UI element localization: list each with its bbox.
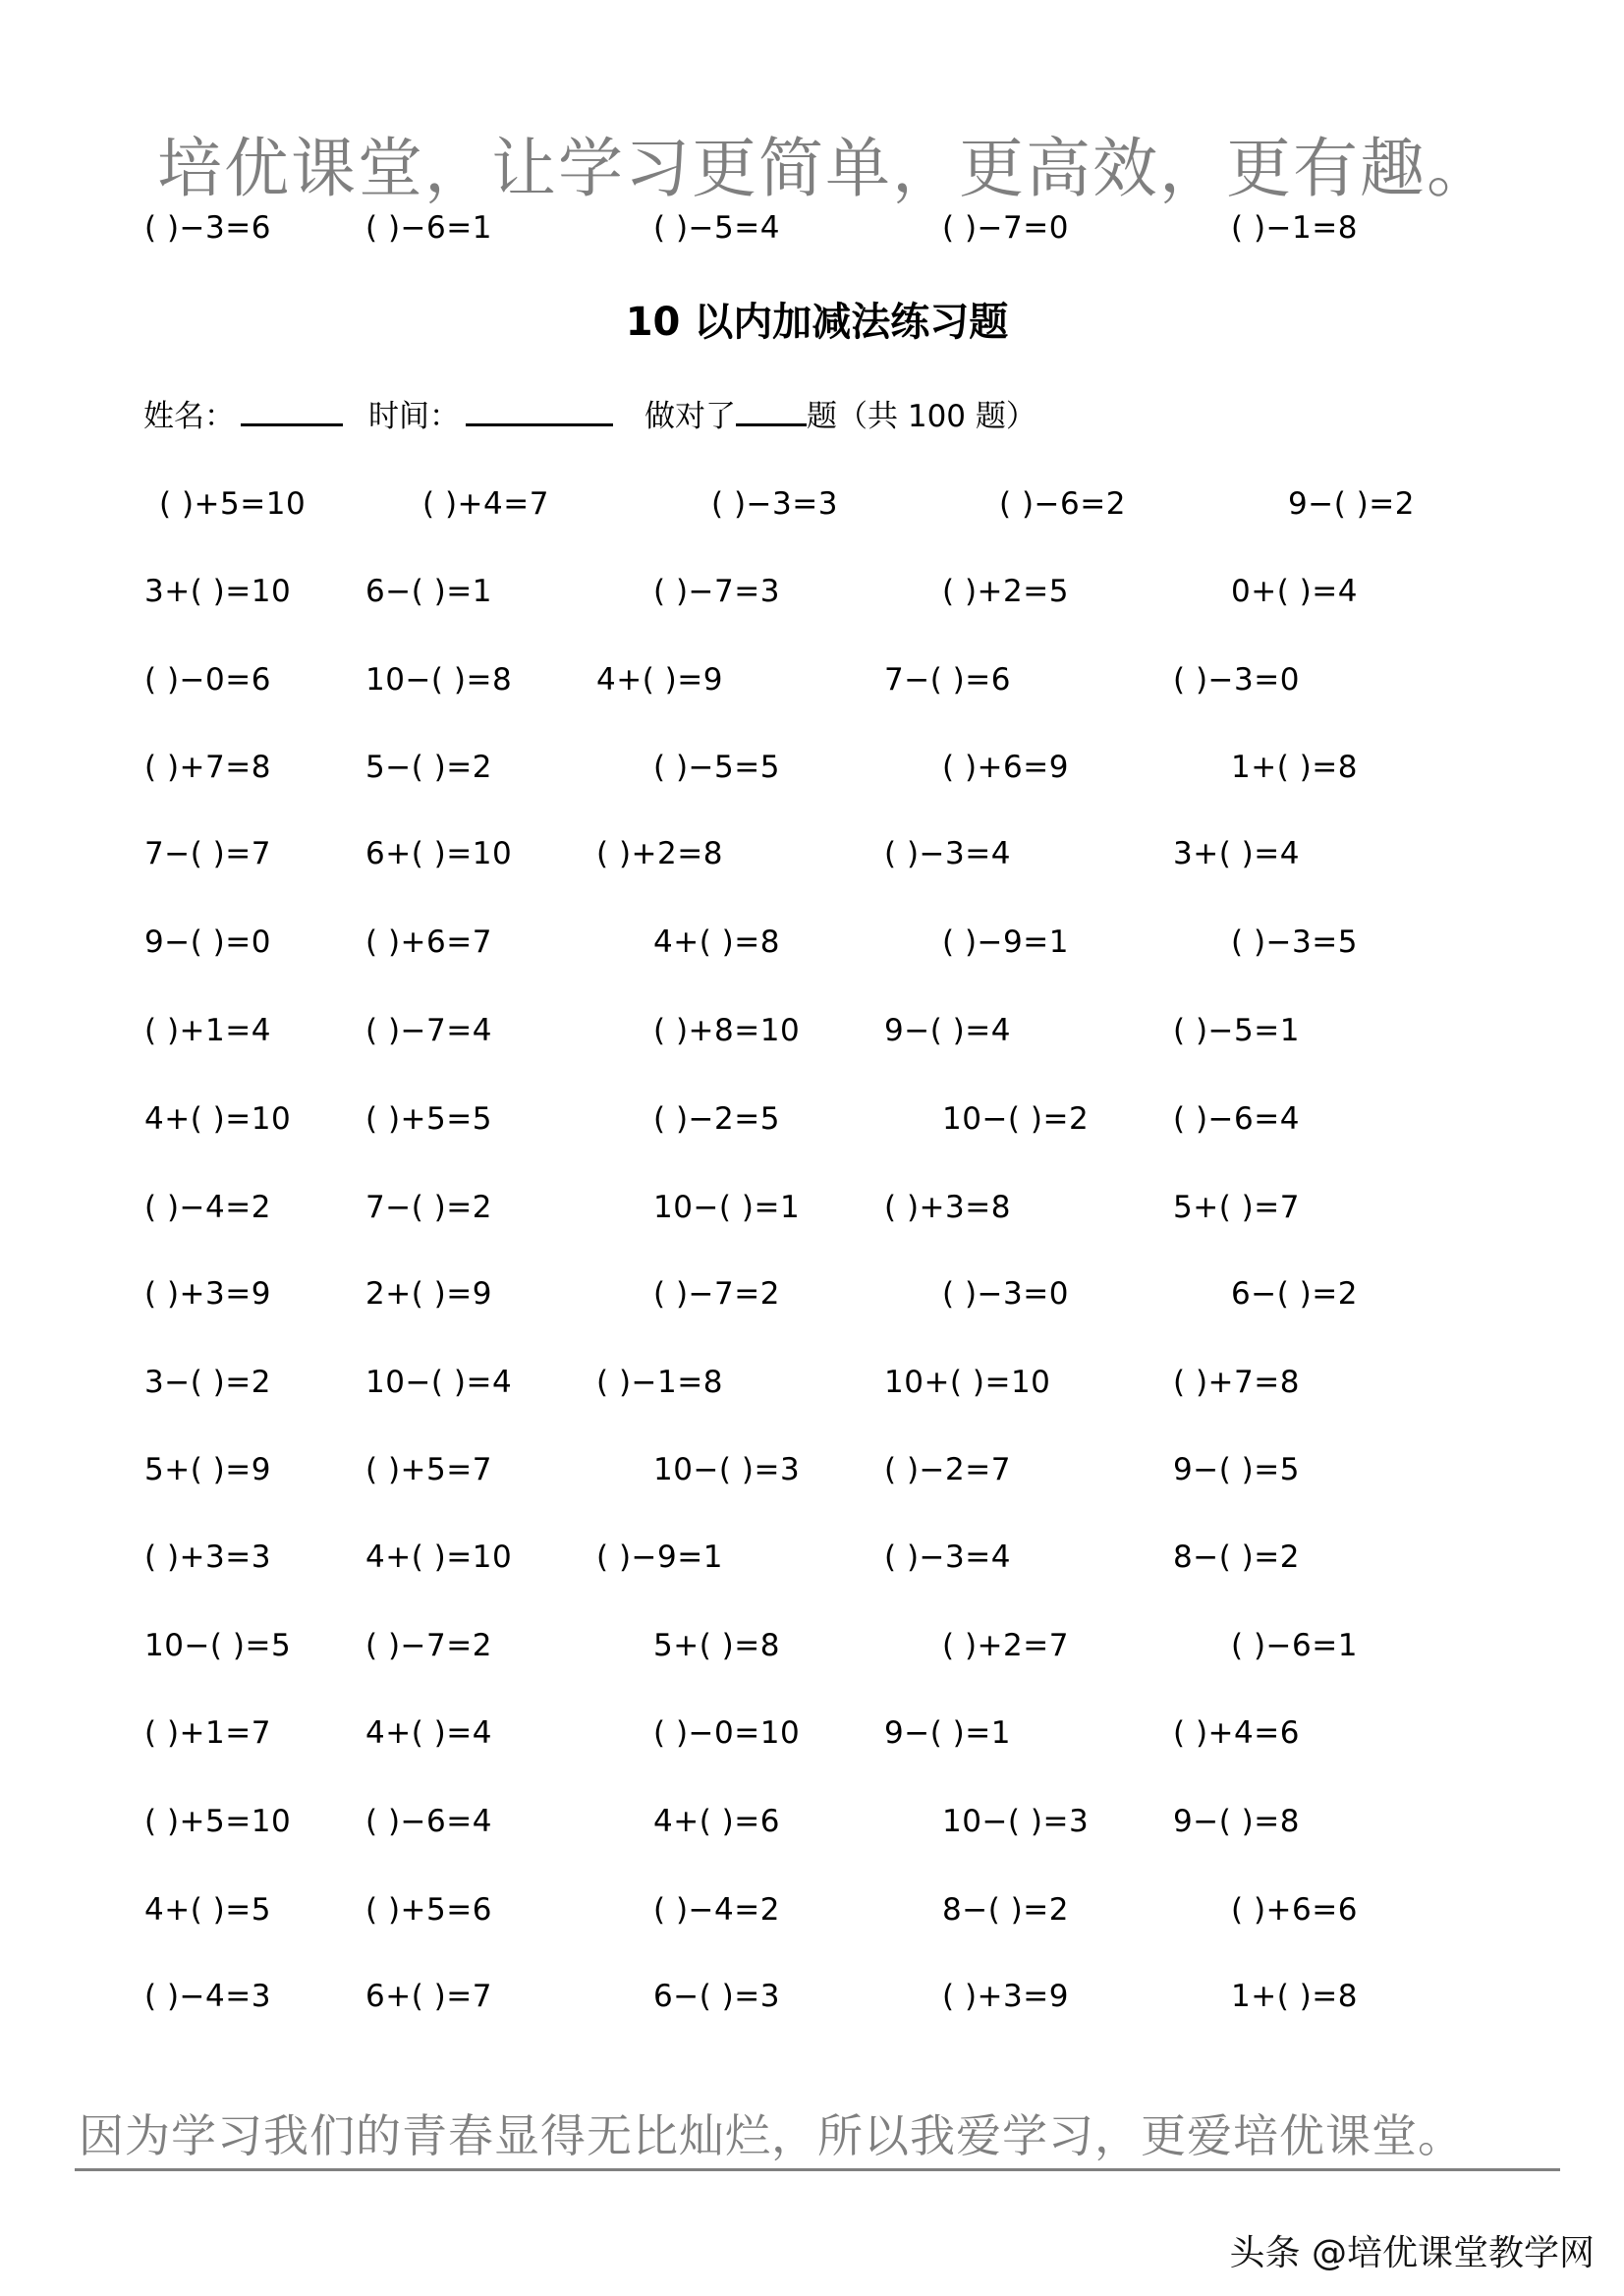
carryover-problem[interactable]: ( )−3=6 [144, 210, 271, 246]
math-problem[interactable]: ( )+8=10 [653, 1013, 801, 1048]
math-problem[interactable]: ( )+7=8 [1173, 1365, 1300, 1400]
math-problem[interactable]: 10−( )=2 [942, 1101, 1090, 1137]
math-problem[interactable]: 4+( )=10 [365, 1540, 513, 1575]
math-problem[interactable]: 10−( )=4 [365, 1365, 513, 1400]
carryover-problem[interactable]: ( )−6=1 [365, 210, 492, 246]
math-problem[interactable]: ( )+5=10 [144, 1804, 292, 1839]
time-blank[interactable] [466, 420, 613, 426]
math-problem[interactable]: 5+( )=7 [1173, 1190, 1300, 1225]
math-problem[interactable]: 2+( )=9 [365, 1276, 492, 1312]
math-problem[interactable]: 9−( )=5 [1173, 1452, 1300, 1487]
math-problem[interactable]: ( )−3=5 [1231, 924, 1358, 960]
math-problem[interactable]: 1+( )=8 [1231, 750, 1358, 785]
math-problem[interactable]: 10−( )=5 [144, 1628, 292, 1663]
math-problem[interactable]: ( )−4=3 [144, 1979, 271, 2014]
math-problem[interactable]: 10−( )=3 [942, 1804, 1090, 1839]
math-problem[interactable]: ( )+5=10 [159, 486, 307, 522]
math-problem[interactable]: 6−( )=2 [1231, 1276, 1358, 1312]
math-problem[interactable]: ( )−4=2 [653, 1892, 780, 1928]
math-problem[interactable]: ( )−6=4 [365, 1804, 492, 1839]
name-blank[interactable] [241, 420, 343, 426]
student-info-line [143, 391, 1036, 435]
math-problem[interactable]: ( )−1=8 [596, 1365, 723, 1400]
time-label: 时间： [368, 399, 460, 434]
correct-suffix: 题（共 100 题） [807, 399, 1036, 434]
math-problem[interactable]: 3−( )=2 [144, 1365, 271, 1400]
math-problem[interactable]: 7−( )=2 [365, 1190, 492, 1225]
math-problem[interactable]: ( )−0=10 [653, 1715, 801, 1751]
correct-count-blank[interactable] [736, 420, 807, 426]
math-problem[interactable]: ( )+7=8 [144, 750, 271, 785]
math-problem[interactable]: ( )−5=5 [653, 750, 780, 785]
math-problem[interactable]: ( )+6=7 [365, 924, 492, 960]
math-problem[interactable]: ( )+5=7 [365, 1452, 492, 1487]
math-problem[interactable]: ( )−2=5 [653, 1101, 780, 1137]
math-problem[interactable]: ( )+1=7 [144, 1715, 271, 1751]
math-problem[interactable]: 5−( )=2 [365, 750, 492, 785]
math-problem[interactable]: ( )−9=1 [942, 924, 1069, 960]
math-problem[interactable]: ( )−5=1 [1173, 1013, 1300, 1048]
math-problem[interactable]: ( )−7=2 [653, 1276, 780, 1312]
math-problem[interactable]: 9−( )=2 [1288, 486, 1415, 522]
worksheet-title: 10 以内加减法练习题 [625, 300, 1009, 345]
math-problem[interactable]: 4+( )=5 [144, 1892, 271, 1928]
footer-divider [75, 2168, 1560, 2171]
math-problem[interactable]: 9−( )=0 [144, 924, 271, 960]
footer-motto: 因为学习我们的青春显得无比灿烂，所以我爱学习，更爱培优课堂。 [79, 2109, 1464, 2162]
math-problem[interactable]: 9−( )=1 [884, 1715, 1011, 1751]
math-problem[interactable]: ( )−3=4 [884, 1540, 1011, 1575]
math-problem[interactable]: ( )+3=9 [144, 1276, 271, 1312]
math-problem[interactable]: ( )−3=4 [884, 836, 1011, 871]
math-problem[interactable]: ( )−6=1 [1231, 1628, 1358, 1663]
math-problem[interactable]: ( )−7=4 [365, 1013, 492, 1048]
math-problem[interactable]: 5+( )=9 [144, 1452, 271, 1487]
math-problem[interactable]: ( )+2=7 [942, 1628, 1069, 1663]
source-watermark: 头条 @培优课堂教学网 [1229, 2233, 1595, 2273]
correct-label: 做对了 [644, 399, 736, 434]
math-problem[interactable]: 4+( )=6 [653, 1804, 780, 1839]
math-problem[interactable]: ( )−7=3 [653, 574, 780, 609]
carryover-problem[interactable]: ( )−5=4 [653, 210, 780, 246]
math-problem[interactable]: 10−( )=3 [653, 1452, 801, 1487]
math-problem[interactable]: ( )−3=0 [942, 1276, 1069, 1312]
math-problem[interactable]: 4+( )=4 [365, 1715, 492, 1751]
math-problem[interactable]: ( )−3=0 [1173, 662, 1300, 698]
math-problem[interactable]: ( )+4=6 [1173, 1715, 1300, 1751]
math-problem[interactable]: 5+( )=8 [653, 1628, 780, 1663]
math-problem[interactable]: ( )−9=1 [596, 1540, 723, 1575]
math-problem[interactable]: 3+( )=4 [1173, 836, 1300, 871]
math-problem[interactable]: ( )+2=5 [942, 574, 1069, 609]
math-problem[interactable]: ( )+1=4 [144, 1013, 271, 1048]
math-problem[interactable]: 4+( )=9 [596, 662, 723, 698]
math-problem[interactable]: ( )+3=8 [884, 1190, 1011, 1225]
math-problem[interactable]: 7−( )=6 [884, 662, 1011, 698]
carryover-problem[interactable]: ( )−7=0 [942, 210, 1069, 246]
math-problem[interactable]: 8−( )=2 [1173, 1540, 1300, 1575]
math-problem[interactable]: 9−( )=8 [1173, 1804, 1300, 1839]
header-slogan: 培优课堂，让学习更简单，更高效，更有趣。 [157, 131, 1493, 206]
math-problem[interactable]: ( )+5=6 [365, 1892, 492, 1928]
math-problem[interactable]: ( )−2=7 [884, 1452, 1011, 1487]
math-problem[interactable]: 6−( )=3 [653, 1979, 780, 2014]
math-problem[interactable]: ( )+5=5 [365, 1101, 492, 1137]
math-problem[interactable]: ( )+3=9 [942, 1979, 1069, 2014]
math-problem[interactable]: ( )+4=7 [422, 486, 549, 522]
math-problem[interactable]: 4+( )=10 [144, 1101, 292, 1137]
math-problem[interactable]: 1+( )=8 [1231, 1979, 1358, 2014]
math-problem[interactable]: ( )+3=3 [144, 1540, 271, 1575]
math-problem[interactable]: 6−( )=1 [365, 574, 492, 609]
math-problem[interactable]: ( )+6=9 [942, 750, 1069, 785]
math-problem[interactable]: 8−( )=2 [942, 1892, 1069, 1928]
math-problem[interactable]: ( )−0=6 [144, 662, 271, 698]
math-problem[interactable]: 6+( )=10 [365, 836, 513, 871]
math-problem[interactable]: ( )+6=6 [1231, 1892, 1358, 1928]
math-problem[interactable]: ( )−6=4 [1173, 1101, 1300, 1137]
math-problem[interactable]: ( )−7=2 [365, 1628, 492, 1663]
math-problem[interactable]: 10−( )=1 [653, 1190, 801, 1225]
math-problem[interactable]: 4+( )=8 [653, 924, 780, 960]
math-problem[interactable]: 10+( )=10 [884, 1365, 1051, 1400]
math-problem[interactable]: 10−( )=8 [365, 662, 513, 698]
math-problem[interactable]: ( )−4=2 [144, 1190, 271, 1225]
math-problem[interactable]: 3+( )=10 [144, 574, 292, 609]
math-problem[interactable]: 7−( )=7 [144, 836, 271, 871]
math-problem[interactable]: ( )−6=2 [999, 486, 1126, 522]
name-label: 姓名： [143, 399, 235, 434]
math-problem[interactable]: ( )−3=3 [711, 486, 838, 522]
math-problem[interactable]: 9−( )=4 [884, 1013, 1011, 1048]
math-problem[interactable]: 6+( )=7 [365, 1979, 492, 2014]
math-problem[interactable]: ( )+2=8 [596, 836, 723, 871]
math-problem[interactable]: 0+( )=4 [1231, 574, 1358, 609]
carryover-problem[interactable]: ( )−1=8 [1231, 210, 1358, 246]
